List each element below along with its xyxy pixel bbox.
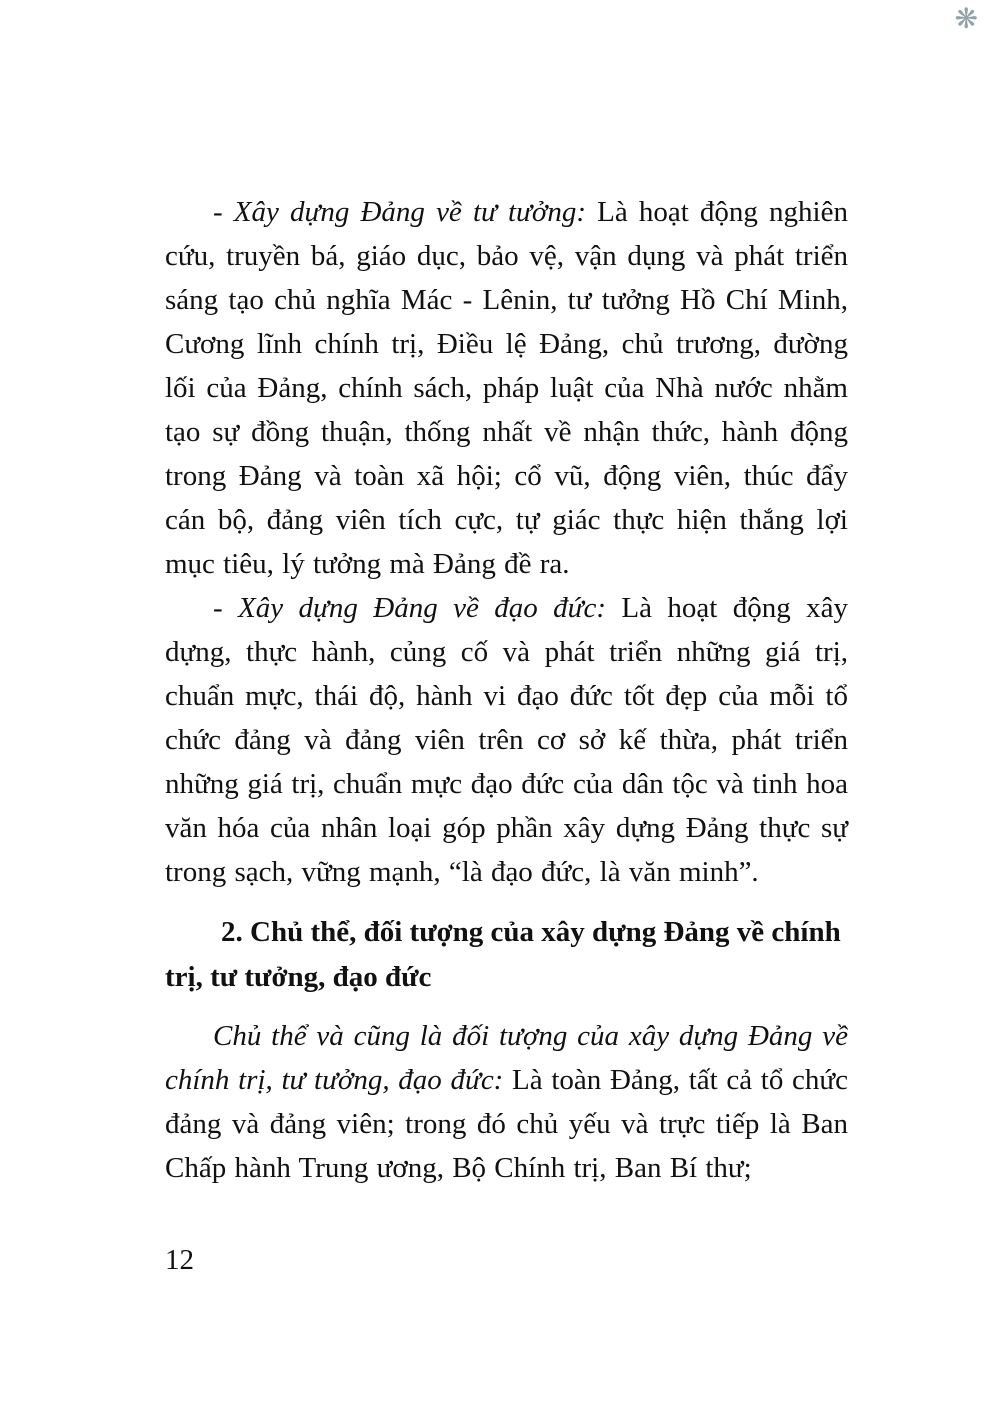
paragraph-dao-duc [165,586,848,894]
paragraph-text: Là hoạt động xây dựng, thực hành, củng cố và phát triển những giá trị, chuẩn mực, thái độ, hành vi đạo đức tốt đẹp của mỗi tổ chức đảng và đảng viên trên cơ sở kế thừa, phát triển những giá trị, chuẩn mực đạo đức của dân tộc và tinh hoa văn hóa của nhân loại góp phần xây dựng Đảng thực sự trong sạch, vững mạnh, “là đạo đức, là văn minh”. [165,592,849,888]
section-heading: 2. Chủ thể, đối tượng của xây dựng Đảng về chính trị, tư tưởng, đạo đức [165,916,841,993]
paragraph-tu-tuong [165,190,848,586]
page-number: 12 [165,1244,194,1276]
paragraph-text: Là toàn Đảng, tất cả tổ chức đảng và đảng viên; trong đó chủ yếu và trực tiếp là Ban Chấp hành Trung ương, Bộ Chính trị, Ban Bí thư; [165,1064,849,1184]
paragraph-lead: Chủ thể và cũng là đối tượng của xây dựng Đảng về chính trị, tư tưởng, đạo đức: [165,1020,848,1096]
paragraph-lead: - Xây dựng Đảng về đạo đức: [213,592,607,624]
text-column [165,190,848,1190]
paragraph-text: Là hoạt động nghiên cứu, truyền bá, giáo dục, bảo vệ, vận dụng và phát triển sáng tạo chủ nghĩa Mác - Lênin, tư tưởng Hồ Chí Minh, Cương lĩnh chính trị, Điều lệ Đảng, chủ trương, đường lối của Đảng, chính sách, pháp luật của Nhà nước nhằm tạo sự đồng thuận, thống nhất về nhận thức, hành động trong Đảng và toàn xã hội; cổ vũ, động viên, thúc đẩy cán bộ, đảng viên tích cực, tự giác thực hiện thắng lợi mục tiêu, lý tưởng mà Đảng đề ra. [165,196,848,580]
paragraph-chu-the [165,1014,848,1190]
paragraph-lead: - Xây dựng Đảng về tư tưởng: [213,196,586,228]
flower-ornament-icon: ❋ [954,4,978,35]
